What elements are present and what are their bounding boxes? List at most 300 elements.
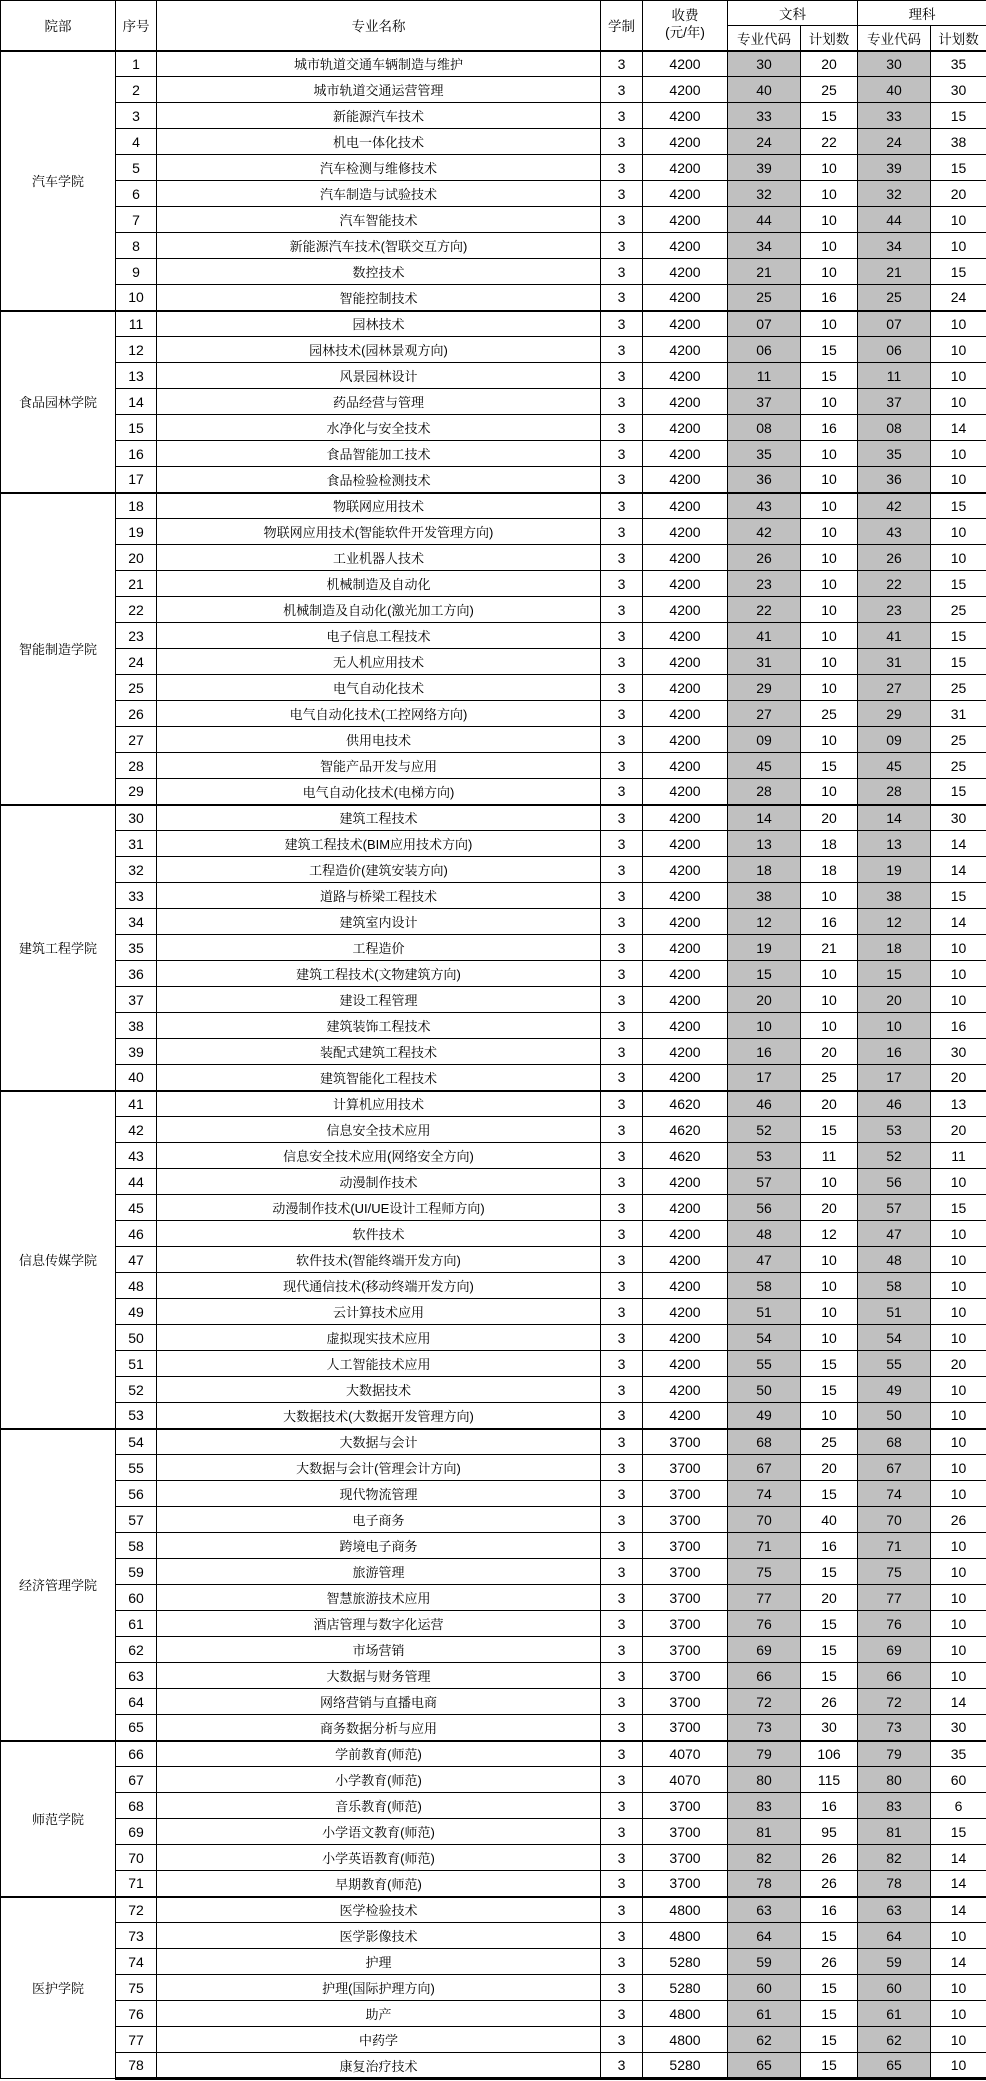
- row-index: 69: [116, 1819, 157, 1845]
- table-header: [1, 1, 986, 51]
- tuition-fee: 4200: [643, 597, 728, 623]
- liberal-arts-major-code: 50: [728, 1377, 801, 1403]
- science-major-code: 46: [858, 1091, 931, 1117]
- science-plan-count: 14: [931, 857, 986, 883]
- liberal-arts-plan-count: 11: [801, 1143, 858, 1169]
- row-index: 78: [116, 2053, 157, 2079]
- science-major-code: 79: [858, 1741, 931, 1767]
- liberal-arts-plan-count: 16: [801, 285, 858, 311]
- row-index: 51: [116, 1351, 157, 1377]
- liberal-arts-plan-count: 10: [801, 493, 858, 519]
- liberal-arts-plan-count: 15: [801, 2001, 858, 2027]
- science-major-code: 14: [858, 805, 931, 831]
- liberal-arts-plan-count: 95: [801, 1819, 858, 1845]
- liberal-arts-plan-count: 10: [801, 259, 858, 285]
- header-fee-line2: (元/年): [665, 25, 705, 41]
- liberal-arts-plan-count: 15: [801, 1559, 858, 1585]
- liberal-arts-major-code: 15: [728, 961, 801, 987]
- tuition-fee: 4200: [643, 1039, 728, 1065]
- liberal-arts-major-code: 53: [728, 1143, 801, 1169]
- row-index: 4: [116, 129, 157, 155]
- table-row: [1, 1689, 986, 1715]
- major-name: 城市轨道交通车辆制造与维护: [157, 51, 601, 77]
- tuition-fee: 4200: [643, 779, 728, 805]
- study-duration: 3: [601, 2001, 643, 2027]
- science-major-code: 42: [858, 493, 931, 519]
- row-index: 22: [116, 597, 157, 623]
- study-duration: 3: [601, 1065, 643, 1091]
- row-index: 62: [116, 1637, 157, 1663]
- liberal-arts-plan-count: 15: [801, 1611, 858, 1637]
- liberal-arts-major-code: 47: [728, 1247, 801, 1273]
- science-plan-count: 35: [931, 1741, 986, 1767]
- major-name: 护理(国际护理方向): [157, 1975, 601, 2001]
- row-index: 24: [116, 649, 157, 675]
- liberal-arts-major-code: 24: [728, 129, 801, 155]
- liberal-arts-plan-count: 10: [801, 233, 858, 259]
- liberal-arts-major-code: 28: [728, 779, 801, 805]
- science-plan-count: 10: [931, 1221, 986, 1247]
- major-name: 学前教育(师范): [157, 1741, 601, 1767]
- study-duration: 3: [601, 1455, 643, 1481]
- tuition-fee: 4800: [643, 1897, 728, 1923]
- table-row: [1, 1611, 986, 1637]
- study-duration: 3: [601, 623, 643, 649]
- science-plan-count: 10: [931, 1559, 986, 1585]
- row-index: 7: [116, 207, 157, 233]
- major-name: 风景园林设计: [157, 363, 601, 389]
- table-row: [1, 103, 986, 129]
- table-row: [1, 493, 986, 519]
- tuition-fee: 3700: [643, 1663, 728, 1689]
- row-index: 26: [116, 701, 157, 727]
- major-name: 市场营销: [157, 1637, 601, 1663]
- liberal-arts-major-code: 08: [728, 415, 801, 441]
- major-name: 医学影像技术: [157, 1923, 601, 1949]
- header-science-group: 理科: [858, 1, 986, 26]
- liberal-arts-major-code: 42: [728, 519, 801, 545]
- study-duration: 3: [601, 1871, 643, 1897]
- major-name: 建筑工程技术: [157, 805, 601, 831]
- science-major-code: 39: [858, 155, 931, 181]
- table-row: [1, 1741, 986, 1767]
- science-major-code: 34: [858, 233, 931, 259]
- major-name: 建筑室内设计: [157, 909, 601, 935]
- science-major-code: 81: [858, 1819, 931, 1845]
- liberal-arts-major-code: 06: [728, 337, 801, 363]
- major-name: 小学语文教育(师范): [157, 1819, 601, 1845]
- liberal-arts-major-code: 69: [728, 1637, 801, 1663]
- department-name: 师范学院: [1, 1741, 116, 1897]
- table-row: [1, 2027, 986, 2053]
- study-duration: 3: [601, 753, 643, 779]
- liberal-arts-plan-count: 15: [801, 1117, 858, 1143]
- major-name: 大数据与会计(管理会计方向): [157, 1455, 601, 1481]
- major-name: 助产: [157, 2001, 601, 2027]
- science-major-code: 21: [858, 259, 931, 285]
- liberal-arts-plan-count: 10: [801, 1273, 858, 1299]
- tuition-fee: 4200: [643, 337, 728, 363]
- study-duration: 3: [601, 129, 643, 155]
- table-row: [1, 1845, 986, 1871]
- major-name: 汽车智能技术: [157, 207, 601, 233]
- liberal-arts-major-code: 65: [728, 2053, 801, 2079]
- major-name: 云计算技术应用: [157, 1299, 601, 1325]
- row-index: 60: [116, 1585, 157, 1611]
- row-index: 65: [116, 1715, 157, 1741]
- science-major-code: 09: [858, 727, 931, 753]
- tuition-fee: 4200: [643, 129, 728, 155]
- major-name: 建设工程管理: [157, 987, 601, 1013]
- science-plan-count: 10: [931, 2027, 986, 2053]
- row-index: 3: [116, 103, 157, 129]
- tuition-fee: 4200: [643, 285, 728, 311]
- study-duration: 3: [601, 1091, 643, 1117]
- science-plan-count: 10: [931, 233, 986, 259]
- study-duration: 3: [601, 259, 643, 285]
- science-major-code: 78: [858, 1871, 931, 1897]
- science-plan-count: 20: [931, 1065, 986, 1091]
- science-plan-count: 10: [931, 545, 986, 571]
- department-name: 信息传媒学院: [1, 1091, 116, 1429]
- liberal-arts-major-code: 57: [728, 1169, 801, 1195]
- study-duration: 3: [601, 1689, 643, 1715]
- study-duration: 3: [601, 1949, 643, 1975]
- table-row: [1, 1507, 986, 1533]
- tuition-fee: 4200: [643, 155, 728, 181]
- tuition-fee: 4800: [643, 2027, 728, 2053]
- liberal-arts-plan-count: 10: [801, 1299, 858, 1325]
- science-plan-count: 10: [931, 363, 986, 389]
- liberal-arts-major-code: 59: [728, 1949, 801, 1975]
- major-name: 工程造价(建筑安装方向): [157, 857, 601, 883]
- science-major-code: 57: [858, 1195, 931, 1221]
- study-duration: 3: [601, 1507, 643, 1533]
- row-index: 67: [116, 1767, 157, 1793]
- major-name: 装配式建筑工程技术: [157, 1039, 601, 1065]
- liberal-arts-plan-count: 16: [801, 415, 858, 441]
- major-name: 水净化与安全技术: [157, 415, 601, 441]
- table-row: [1, 1897, 986, 1923]
- liberal-arts-plan-count: 10: [801, 311, 858, 337]
- table-row: [1, 2001, 986, 2027]
- row-index: 5: [116, 155, 157, 181]
- table-row: [1, 1221, 986, 1247]
- department-name: 智能制造学院: [1, 493, 116, 805]
- science-plan-count: 30: [931, 1039, 986, 1065]
- liberal-arts-plan-count: 25: [801, 1429, 858, 1455]
- liberal-arts-plan-count: 115: [801, 1767, 858, 1793]
- science-major-code: 33: [858, 103, 931, 129]
- tuition-fee: 4200: [643, 883, 728, 909]
- science-major-code: 11: [858, 363, 931, 389]
- row-index: 19: [116, 519, 157, 545]
- science-plan-count: 10: [931, 1663, 986, 1689]
- major-name: 现代通信技术(移动终端开发方向): [157, 1273, 601, 1299]
- tuition-fee: 4200: [643, 1221, 728, 1247]
- tuition-fee: 4800: [643, 1923, 728, 1949]
- science-plan-count: 15: [931, 623, 986, 649]
- row-index: 49: [116, 1299, 157, 1325]
- liberal-arts-plan-count: 15: [801, 1637, 858, 1663]
- major-name: 软件技术: [157, 1221, 601, 1247]
- tuition-fee: 4200: [643, 181, 728, 207]
- science-plan-count: 30: [931, 805, 986, 831]
- tuition-fee: 3700: [643, 1611, 728, 1637]
- study-duration: 3: [601, 207, 643, 233]
- tuition-fee: 4200: [643, 493, 728, 519]
- row-index: 64: [116, 1689, 157, 1715]
- science-major-code: 19: [858, 857, 931, 883]
- row-index: 74: [116, 1949, 157, 1975]
- major-name: 小学英语教育(师范): [157, 1845, 601, 1871]
- liberal-arts-plan-count: 16: [801, 1897, 858, 1923]
- tuition-fee: 4620: [643, 1143, 728, 1169]
- row-index: 43: [116, 1143, 157, 1169]
- science-major-code: 37: [858, 389, 931, 415]
- science-plan-count: 10: [931, 1377, 986, 1403]
- header-science-major-code: 专业代码: [858, 26, 931, 51]
- science-major-code: 82: [858, 1845, 931, 1871]
- liberal-arts-major-code: 31: [728, 649, 801, 675]
- study-duration: 3: [601, 2053, 643, 2079]
- row-index: 35: [116, 935, 157, 961]
- major-name: 跨境电子商务: [157, 1533, 601, 1559]
- tuition-fee: 4200: [643, 753, 728, 779]
- science-plan-count: 31: [931, 701, 986, 727]
- liberal-arts-plan-count: 20: [801, 1585, 858, 1611]
- table-row: [1, 1975, 986, 2001]
- major-name: 信息安全技术应用(网络安全方向): [157, 1143, 601, 1169]
- liberal-arts-plan-count: 20: [801, 1039, 858, 1065]
- study-duration: 3: [601, 857, 643, 883]
- science-major-code: 07: [858, 311, 931, 337]
- science-plan-count: 10: [931, 1403, 986, 1429]
- science-major-code: 27: [858, 675, 931, 701]
- liberal-arts-major-code: 39: [728, 155, 801, 181]
- science-plan-count: 25: [931, 727, 986, 753]
- science-plan-count: 10: [931, 1637, 986, 1663]
- study-duration: 3: [601, 727, 643, 753]
- major-name: 早期教育(师范): [157, 1871, 601, 1897]
- tuition-fee: 4200: [643, 701, 728, 727]
- row-index: 75: [116, 1975, 157, 2001]
- study-duration: 3: [601, 1429, 643, 1455]
- liberal-arts-major-code: 75: [728, 1559, 801, 1585]
- major-name: 物联网应用技术(智能软件开发管理方向): [157, 519, 601, 545]
- tuition-fee: 4200: [643, 961, 728, 987]
- science-plan-count: 10: [931, 337, 986, 363]
- science-major-code: 15: [858, 961, 931, 987]
- major-name: 现代物流管理: [157, 1481, 601, 1507]
- liberal-arts-major-code: 79: [728, 1741, 801, 1767]
- liberal-arts-plan-count: 21: [801, 935, 858, 961]
- science-major-code: 13: [858, 831, 931, 857]
- study-duration: 3: [601, 1481, 643, 1507]
- science-plan-count: 10: [931, 1533, 986, 1559]
- table-row: [1, 1377, 986, 1403]
- liberal-arts-major-code: 17: [728, 1065, 801, 1091]
- science-major-code: 80: [858, 1767, 931, 1793]
- liberal-arts-plan-count: 10: [801, 623, 858, 649]
- row-index: 34: [116, 909, 157, 935]
- science-major-code: 76: [858, 1611, 931, 1637]
- tuition-fee: 5280: [643, 1975, 728, 2001]
- major-name: 新能源汽车技术: [157, 103, 601, 129]
- science-plan-count: 10: [931, 987, 986, 1013]
- major-name: 食品智能加工技术: [157, 441, 601, 467]
- tuition-fee: 3700: [643, 1559, 728, 1585]
- liberal-arts-plan-count: 20: [801, 805, 858, 831]
- tuition-fee: 3700: [643, 1689, 728, 1715]
- liberal-arts-plan-count: 40: [801, 1507, 858, 1533]
- table-row: [1, 1013, 986, 1039]
- major-name: 机电一体化技术: [157, 129, 601, 155]
- study-duration: 3: [601, 1715, 643, 1741]
- science-major-code: 69: [858, 1637, 931, 1663]
- liberal-arts-major-code: 78: [728, 1871, 801, 1897]
- study-duration: 3: [601, 51, 643, 77]
- liberal-arts-major-code: 64: [728, 1923, 801, 1949]
- row-index: 40: [116, 1065, 157, 1091]
- liberal-arts-major-code: 81: [728, 1819, 801, 1845]
- liberal-arts-major-code: 19: [728, 935, 801, 961]
- tuition-fee: 3700: [643, 1637, 728, 1663]
- science-plan-count: 15: [931, 883, 986, 909]
- science-plan-count: 10: [931, 1325, 986, 1351]
- major-name: 大数据与财务管理: [157, 1663, 601, 1689]
- liberal-arts-major-code: 14: [728, 805, 801, 831]
- row-index: 71: [116, 1871, 157, 1897]
- table-row: [1, 779, 986, 805]
- table-row: [1, 441, 986, 467]
- science-major-code: 35: [858, 441, 931, 467]
- science-major-code: 74: [858, 1481, 931, 1507]
- major-name: 软件技术(智能终端开发方向): [157, 1247, 601, 1273]
- study-duration: 3: [601, 493, 643, 519]
- major-name: 大数据技术(大数据开发管理方向): [157, 1403, 601, 1429]
- study-duration: 3: [601, 779, 643, 805]
- liberal-arts-major-code: 83: [728, 1793, 801, 1819]
- science-major-code: 10: [858, 1013, 931, 1039]
- row-index: 6: [116, 181, 157, 207]
- study-duration: 3: [601, 649, 643, 675]
- science-plan-count: 11: [931, 1143, 986, 1169]
- science-plan-count: 10: [931, 1585, 986, 1611]
- liberal-arts-major-code: 76: [728, 1611, 801, 1637]
- row-index: 68: [116, 1793, 157, 1819]
- science-major-code: 24: [858, 129, 931, 155]
- science-major-code: 68: [858, 1429, 931, 1455]
- science-major-code: 40: [858, 77, 931, 103]
- table-row: [1, 1273, 986, 1299]
- liberal-arts-plan-count: 10: [801, 987, 858, 1013]
- science-plan-count: 26: [931, 1507, 986, 1533]
- table-row: [1, 51, 986, 77]
- tuition-fee: 4200: [643, 1013, 728, 1039]
- row-index: 36: [116, 961, 157, 987]
- major-name: 动漫制作技术(UI/UE设计工程师方向): [157, 1195, 601, 1221]
- row-index: 48: [116, 1273, 157, 1299]
- science-major-code: 63: [858, 1897, 931, 1923]
- science-plan-count: 15: [931, 649, 986, 675]
- row-index: 18: [116, 493, 157, 519]
- study-duration: 3: [601, 2027, 643, 2053]
- science-plan-count: 10: [931, 1169, 986, 1195]
- study-duration: 3: [601, 1819, 643, 1845]
- major-name: 汽车检测与维修技术: [157, 155, 601, 181]
- tuition-fee: 4200: [643, 1169, 728, 1195]
- study-duration: 3: [601, 155, 643, 181]
- liberal-arts-major-code: 55: [728, 1351, 801, 1377]
- row-index: 13: [116, 363, 157, 389]
- table-row: [1, 1559, 986, 1585]
- major-name: 食品检验检测技术: [157, 467, 601, 493]
- major-name: 小学教育(师范): [157, 1767, 601, 1793]
- science-plan-count: 38: [931, 129, 986, 155]
- study-duration: 3: [601, 909, 643, 935]
- science-major-code: 83: [858, 1793, 931, 1819]
- liberal-arts-plan-count: 10: [801, 1247, 858, 1273]
- row-index: 10: [116, 285, 157, 311]
- table-row: [1, 363, 986, 389]
- table-row: [1, 311, 986, 337]
- tuition-fee: 4200: [643, 1299, 728, 1325]
- liberal-arts-major-code: 68: [728, 1429, 801, 1455]
- science-major-code: 26: [858, 545, 931, 571]
- study-duration: 3: [601, 1247, 643, 1273]
- liberal-arts-major-code: 13: [728, 831, 801, 857]
- major-name: 园林技术(园林景观方向): [157, 337, 601, 363]
- study-duration: 3: [601, 1923, 643, 1949]
- study-duration: 3: [601, 1299, 643, 1325]
- study-duration: 3: [601, 181, 643, 207]
- row-index: 52: [116, 1377, 157, 1403]
- liberal-arts-major-code: 36: [728, 467, 801, 493]
- row-index: 8: [116, 233, 157, 259]
- table-row: [1, 2053, 986, 2079]
- science-plan-count: 25: [931, 597, 986, 623]
- major-name: 智能控制技术: [157, 285, 601, 311]
- table-row: [1, 77, 986, 103]
- science-plan-count: 10: [931, 2053, 986, 2079]
- liberal-arts-major-code: 45: [728, 753, 801, 779]
- table-row: [1, 1767, 986, 1793]
- major-name: 康复治疗技术: [157, 2053, 601, 2079]
- tuition-fee: 4200: [643, 311, 728, 337]
- science-major-code: 38: [858, 883, 931, 909]
- science-plan-count: 10: [931, 1975, 986, 2001]
- study-duration: 3: [601, 285, 643, 311]
- row-index: 20: [116, 545, 157, 571]
- major-name: 城市轨道交通运营管理: [157, 77, 601, 103]
- study-duration: 3: [601, 103, 643, 129]
- liberal-arts-plan-count: 10: [801, 1325, 858, 1351]
- liberal-arts-plan-count: 20: [801, 1455, 858, 1481]
- liberal-arts-plan-count: 15: [801, 1481, 858, 1507]
- tuition-fee: 4200: [643, 935, 728, 961]
- tuition-fee: 4200: [643, 389, 728, 415]
- science-major-code: 28: [858, 779, 931, 805]
- row-index: 55: [116, 1455, 157, 1481]
- header-science-plan-count: 计划数: [931, 26, 986, 51]
- liberal-arts-plan-count: 25: [801, 77, 858, 103]
- table-row: [1, 857, 986, 883]
- tuition-fee: 4620: [643, 1117, 728, 1143]
- tuition-fee: 4200: [643, 259, 728, 285]
- row-index: 39: [116, 1039, 157, 1065]
- row-index: 11: [116, 311, 157, 337]
